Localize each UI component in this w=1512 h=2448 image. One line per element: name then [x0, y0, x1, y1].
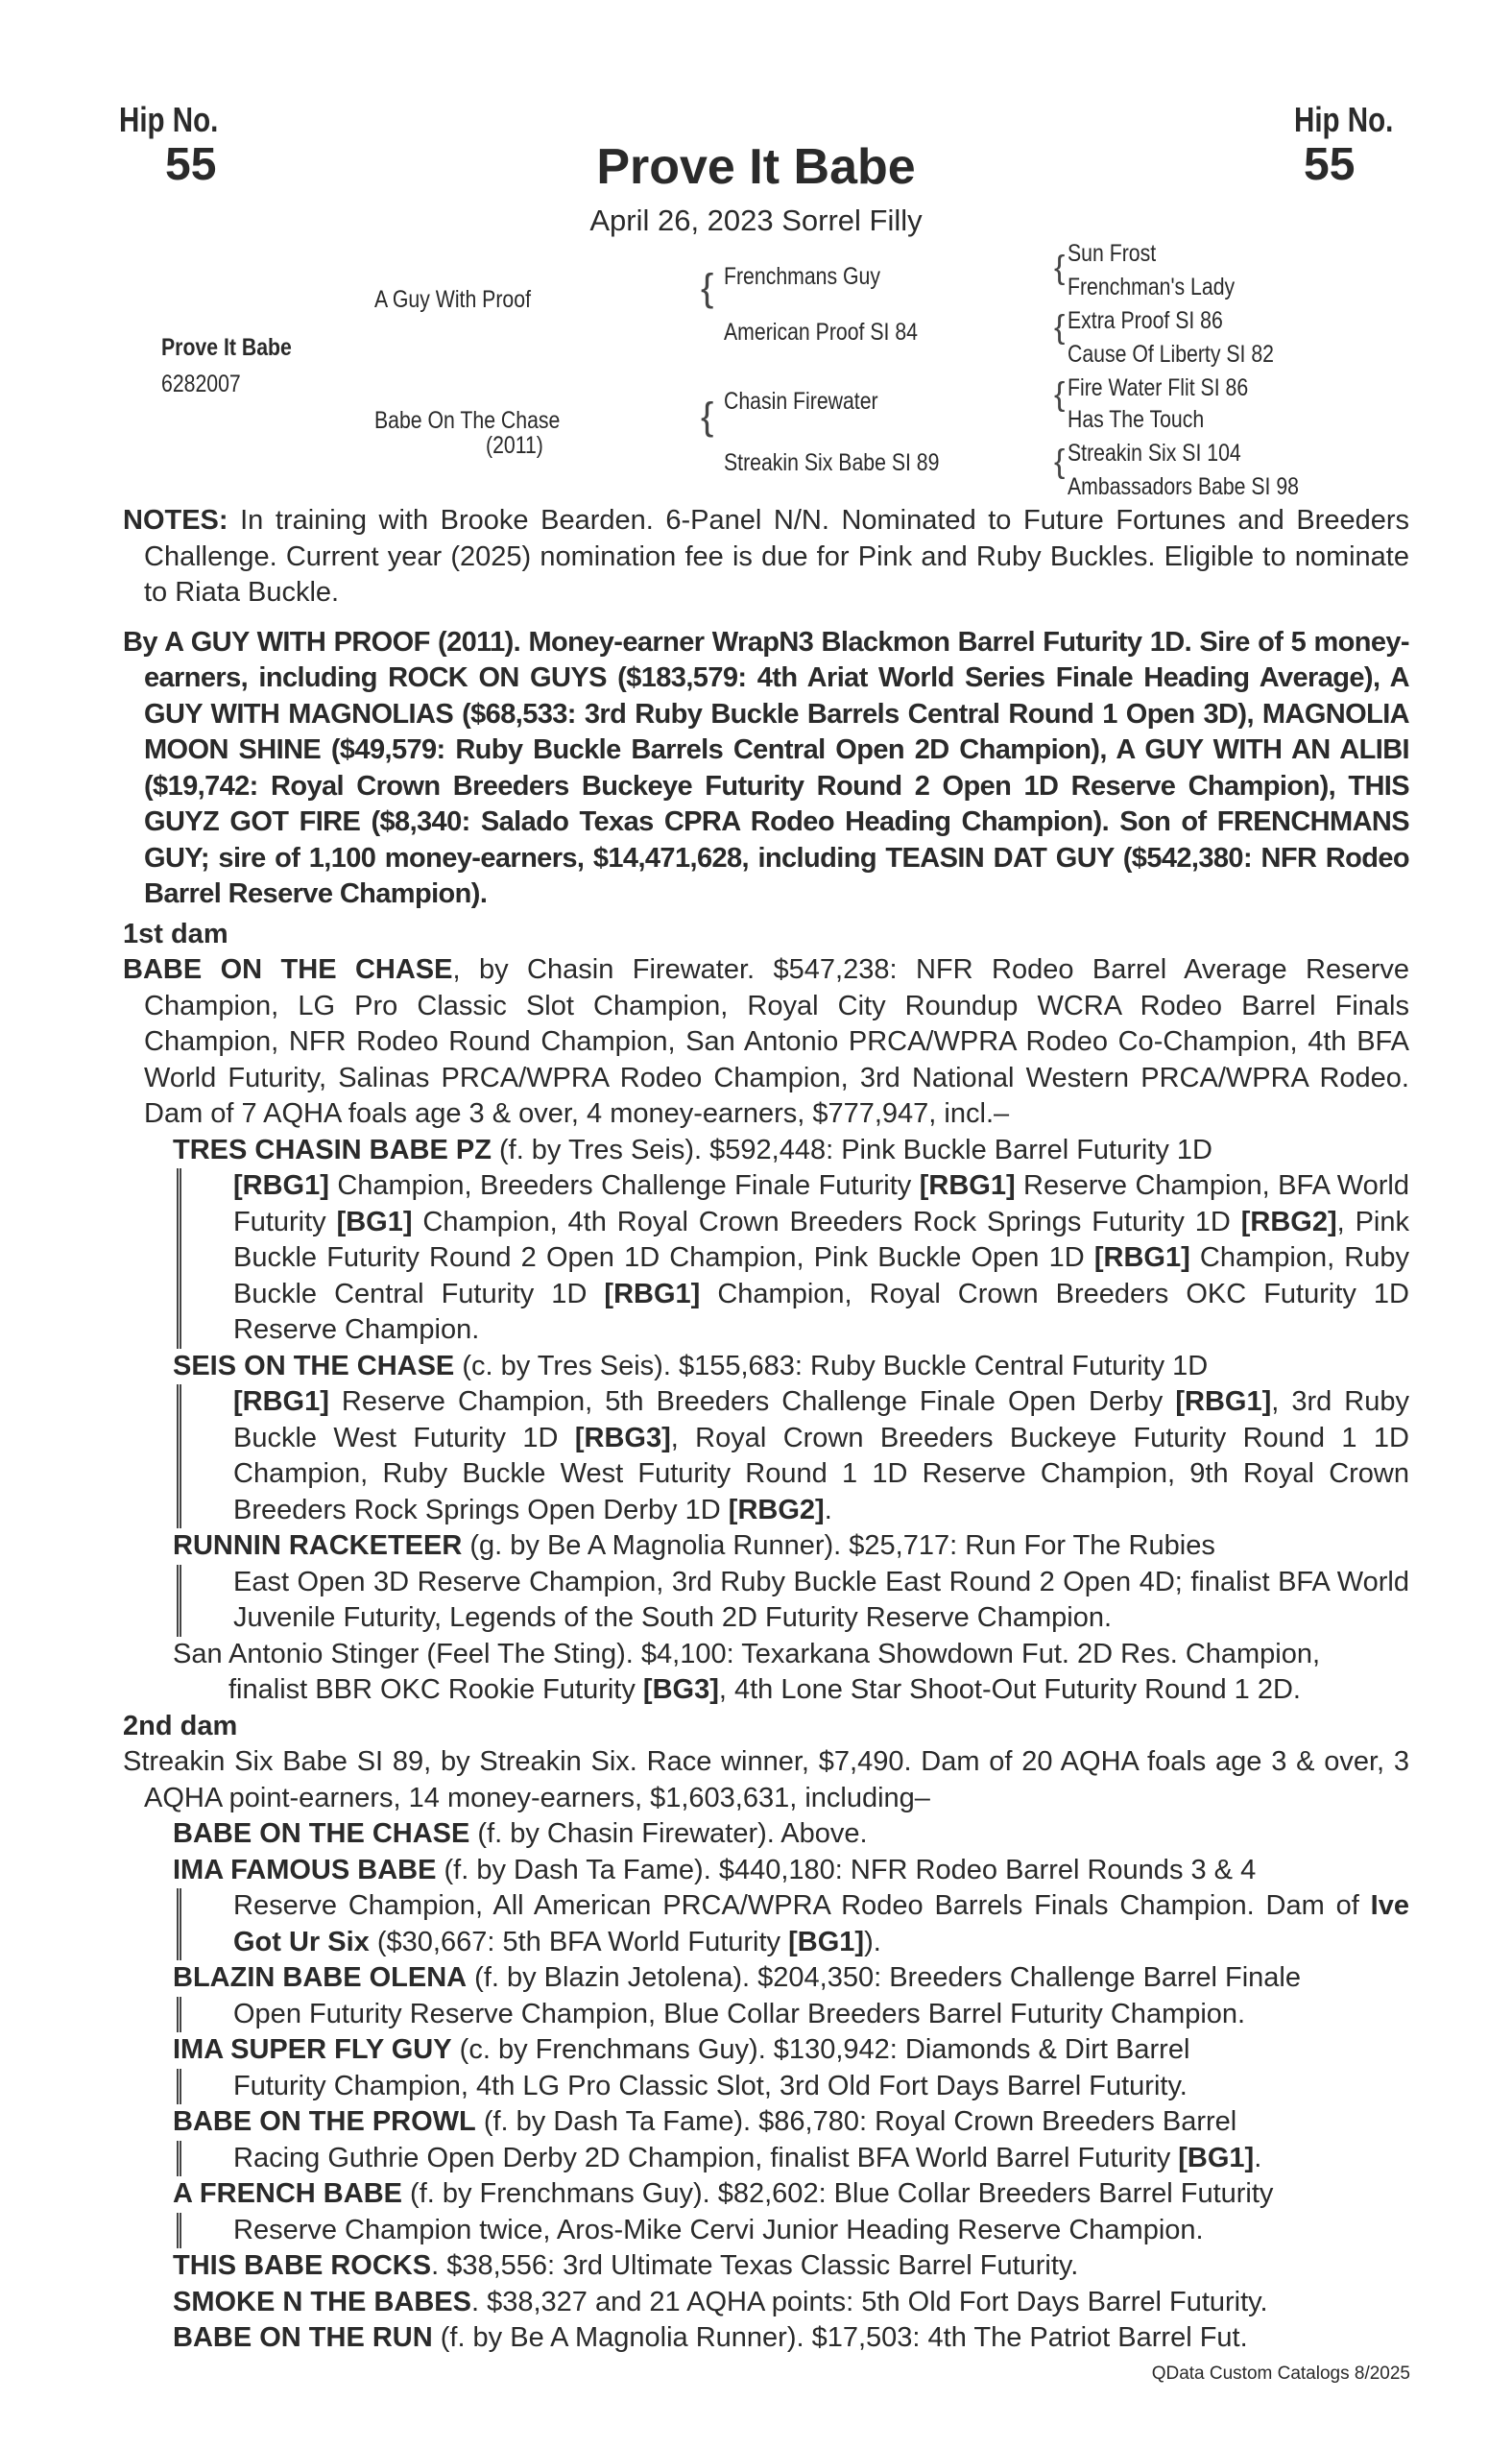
notes-label: NOTES:	[123, 505, 228, 536]
produce-entry: BABE ON THE PROWL (f. by Dash Ta Fame). $86,780: Royal Crown Breeders Barrel Racing Guthrie Open Derby 2D Champion, finalist BFA World Barrel Futurity [BG1].	[173, 2104, 1409, 2176]
produce-entry: San Antonio Stinger (Feel The Sting). $4,100: Texarkana Showdown Fut. 2D Res. Champion, finalist BBR OKC Rookie Futurity [BG3], 4th Lone Star Shoot-Out Futurity Round 1 2D.	[173, 1638, 1321, 1705]
produce-details: Reserve Champion twice, Aros-Mike Cervi Junior Heading Reserve Champion.	[177, 2213, 1409, 2249]
hip-label-left: Hip No.	[119, 100, 219, 139]
produce-name: BABE ON THE CHASE	[173, 1818, 470, 1849]
pedigree-dam: Babe On The Chase	[374, 407, 561, 434]
produce-name: BABE ON THE RUN	[173, 2322, 433, 2353]
produce-entry: IMA SUPER FLY GUY (c. by Frenchmans Guy). $130,942: Diamonds & Dirt Barrel Futurity Champion, 4th LG Pro Classic Slot, 3rd Old Fort Days Barrel Futurity.	[173, 2032, 1409, 2104]
pedigree-dam-sire: Chasin Firewater	[724, 388, 878, 415]
brace-g3-1: {	[1054, 250, 1066, 286]
pedigree-g3-7: Streakin Six SI 104	[1068, 440, 1241, 467]
produce-entry: BABE ON THE CHASE (f. by Chasin Firewater). Above.	[173, 1818, 868, 1849]
pedigree-g3-5: Fire Water Flit SI 86	[1068, 374, 1249, 401]
horse-name-title: Prove It Babe	[596, 139, 916, 195]
brace-g3-3: {	[1054, 376, 1066, 413]
produce-details: [RBG1] Champion, Breeders Challenge Finale Futurity [RBG1] Reserve Champion, BFA World Futurity [BG1] Champion, 4th Royal Crown Breeders Rock Springs Futurity 1D [RBG2], Pink Buckle Futurity Round 2 Open 1D Champion, Pink Buckle Open 1D [RBG1] Champion, Ruby Buckle Central Futurity 1D [RBG1] Champion, Royal Crown Breeders OKC Futurity 1D Reserve Champion.	[177, 1168, 1409, 1349]
pedigree-g3-8: Ambassadors Babe SI 98	[1068, 473, 1299, 500]
produce-name: RUNNIN RACKETEER	[173, 1530, 463, 1561]
produce-details: Futurity Champion, 4th LG Pro Classic Slot, 3rd Old Fort Days Barrel Futurity.	[177, 2069, 1409, 2105]
brace-dam: {	[701, 396, 714, 438]
second-dam-heading: 2nd dam	[123, 1710, 238, 1741]
produce-details: [RBG1] Reserve Champion, 5th Breeders Challenge Finale Open Derby [RBG1], 3rd Ruby Buckle West Futurity 1D [RBG3], Royal Crown Breeders Buckeye Futurity Round 1 1D Champion, Ruby Buckle West Futurity Round 1 1D Reserve Champion, 9th Royal Crown Breeders Rock Springs Open Derby 1D [RBG2].	[177, 1384, 1409, 1528]
hip-number-right: 55	[1304, 139, 1356, 190]
pedigree-sire-sire: Frenchmans Guy	[724, 263, 880, 290]
produce-details: East Open 3D Reserve Champion, 3rd Ruby Buckle East Round 2 Open 4D; finalist BFA World Juvenile Futurity, Legends of the South 2D Futurity Reserve Champion.	[177, 1565, 1409, 1637]
pedigree-dam-dam: Streakin Six Babe SI 89	[724, 449, 940, 476]
first-dam-heading: 1st dam	[123, 918, 228, 949]
pedigree-subject: Prove It Babe	[161, 334, 292, 361]
pedigree-g3-1: Sun Frost	[1068, 240, 1157, 267]
first-dam-text: , by Chasin Firewater. $547,238: NFR Rodeo Barrel Average Reserve Champion, LG Pro Classic Slot Champion, Royal City Roundup WCRA Rodeo Barrel Finals Champion, NFR Rodeo Round Champion, San Antonio PRCA/WPRA Rodeo Co-Champion, 4th BFA World Futurity, Salinas PRCA/WPRA Rodeo Champion, 3rd National Western PRCA/WPRA Rodeo. Dam of 7 AQHA foals age 3 & over, 4 money-earners, $777,947, incl.–	[144, 954, 1409, 1129]
produce-name: SEIS ON THE CHASE	[173, 1350, 455, 1381]
produce-entry: SEIS ON THE CHASE (c. by Tres Seis). $155,683: Ruby Buckle Central Futurity 1D [RBG1] Reserve Champion, 5th Breeders Challenge Finale Open Derby [RBG1], 3rd Ruby Buckle West Futurity 1D [RBG3], Royal Crown Breeders Buckeye Futurity Round 1 1D Champion, Ruby Buckle West Futurity Round 1 1D Reserve Champion, 9th Royal Crown Breeders Rock Springs Open Derby 1D [RBG2].	[173, 1349, 1409, 1529]
notes-paragraph	[123, 503, 1409, 612]
hip-label-right: Hip No.	[1294, 100, 1394, 139]
pedigree-dam-year: (2011)	[486, 432, 543, 459]
sire-paragraph: By A GUY WITH PROOF (2011). Money-earner WrapN3 Blackmon Barrel Futurity 1D. Sire of 5 money-earners, including ROCK ON GUYS ($183,579: 4th Ariat World Series Finale Heading Average), A GUY WITH MAGNOLIAS ($68,533: 3rd Ruby Buckle Barrels Central Round 1 Open 3D), MAGNOLIA MOON SHINE ($49,579: Ruby Buckle Barrels Central Open 2D Champion), A GUY WITH AN ALIBI ($19,742: Royal Crown Breeders Buckeye Futurity Round 2 Open 1D Reserve Champion), THIS GUYZ GOT FIRE ($8,340: Salado Texas CPRA Rodeo Heading Champion). Son of FRENCHMANS GUY; sire of 1,100 money-earners, $14,471,628, including TEASIN DAT GUY ($542,380: NFR Rodeo Barrel Reserve Champion).	[123, 626, 1409, 909]
pedigree-g3-4: Cause Of Liberty SI 82	[1068, 341, 1274, 368]
pedigree-g3-2: Frenchman's Lady	[1068, 274, 1236, 300]
pedigree-reg-number: 6282007	[161, 371, 241, 397]
pedigree-g3-6: Has The Touch	[1068, 406, 1205, 433]
produce-name: IMA SUPER FLY GUY	[173, 2034, 452, 2065]
brace-g3-4: {	[1054, 444, 1066, 480]
produce-entry: SMOKE N THE BABES. $38,327 and 21 AQHA points: 5th Old Fort Days Barrel Futurity.	[173, 2286, 1268, 2317]
pedigree-sire-dam: American Proof SI 84	[724, 319, 918, 346]
produce-entry: RUNNIN RACKETEER (g. by Be A Magnolia Runner). $25,717: Run For The Rubies East Open 3D Reserve Champion, 3rd Ruby Buckle East Round 2 Open 4D; finalist BFA World Juvenile Futurity, Legends of the South 2D Futurity Reserve Champion.	[173, 1528, 1409, 1637]
first-dam-name: BABE ON THE CHASE	[123, 954, 453, 985]
produce-details: Racing Guthrie Open Derby 2D Champion, finalist BFA World Barrel Futurity [BG1].	[177, 2141, 1409, 2177]
produce-name: TRES CHASIN BABE PZ	[173, 1134, 492, 1165]
catalog-body	[123, 503, 1409, 2357]
produce-name: IMA FAMOUS BABE	[173, 1854, 437, 1885]
produce-entry: IMA FAMOUS BABE (f. by Dash Ta Fame). $440,180: NFR Rodeo Barrel Rounds 3 & 4 Reserve Champion, All American PRCA/WPRA Rodeo Barrels Finals Champion. Dam of Ive Got Ur Six ($30,667: 5th BFA World Futurity [BG1]).	[173, 1853, 1409, 1961]
produce-name: SMOKE N THE BABES	[173, 2286, 471, 2317]
produce-name: BABE ON THE PROWL	[173, 2106, 476, 2137]
catalog-footer: QData Custom Catalogs 8/2025	[1151, 2364, 1410, 2384]
first-dam-paragraph	[123, 952, 1409, 1133]
produce-entry: A FRENCH BABE (f. by Frenchmans Guy). $82,602: Blue Collar Breeders Barrel Futurity Reserve Champion twice, Aros-Mike Cervi Junior Heading Reserve Champion.	[173, 2176, 1409, 2248]
produce-name: THIS BABE ROCKS	[173, 2250, 432, 2281]
pedigree-sire: A Guy With Proof	[374, 286, 531, 313]
produce-details: Reserve Champion, All American PRCA/WPRA Rodeo Barrels Finals Champion. Dam of Ive Got Ur Six ($30,667: 5th BFA World Futurity [BG1]).	[177, 1888, 1409, 1960]
notes-text: In training with Brooke Bearden. 6-Panel N/N. Nominated to Future Fortunes and Breeders Challenge. Current year (2025) nomination fee is due for Pink and Ruby Buckles. Eligible to nominate to Riata Buckle.	[144, 505, 1409, 608]
produce-details: Open Futurity Reserve Champion, Blue Collar Breeders Barrel Futurity Champion.	[177, 1997, 1409, 2033]
produce-entry: BLAZIN BABE OLENA (f. by Blazin Jetolena). $204,350: Breeders Challenge Barrel Finale Open Futurity Reserve Champion, Blue Collar Breeders Barrel Futurity Champion.	[173, 1960, 1409, 2032]
pedigree-g3-3: Extra Proof SI 86	[1068, 307, 1223, 334]
produce-entry: TRES CHASIN BABE PZ (f. by Tres Seis). $592,448: Pink Buckle Barrel Futurity 1D [RBG1] Champion, Breeders Challenge Finale Futurity [RBG1] Reserve Champion, BFA World Futurity [BG1] Champion, 4th Royal Crown Breeders Rock Springs Futurity 1D [RBG2], Pink Buckle Futurity Round 2 Open 1D Champion, Pink Buckle Open 1D [RBG1] Champion, Ruby Buckle Central Futurity 1D [RBG1] Champion, Royal Crown Breeders OKC Futurity 1D Reserve Champion.	[173, 1133, 1409, 1349]
produce-name: A FRENCH BABE	[173, 2178, 402, 2209]
second-dam-paragraph: Streakin Six Babe SI 89, by Streakin Six. Race winner, $7,490. Dam of 20 AQHA foals age 3 & over, 3 AQHA point-earners, 14 money-earners, $1,603,631, including–	[123, 1746, 1409, 1813]
produce-entry: BABE ON THE RUN (f. by Be A Magnolia Runner). $17,503: 4th The Patriot Barrel Fut.	[173, 2322, 1248, 2353]
foal-info: April 26, 2023 Sorrel Filly	[589, 204, 923, 237]
produce-entry: THIS BABE ROCKS. $38,556: 3rd Ultimate Texas Classic Barrel Futurity.	[173, 2250, 1079, 2281]
brace-sire: {	[701, 267, 714, 309]
hip-number-left: 55	[165, 139, 217, 190]
brace-g3-2: {	[1054, 309, 1066, 346]
produce-name: BLAZIN BABE OLENA	[173, 1962, 468, 1993]
